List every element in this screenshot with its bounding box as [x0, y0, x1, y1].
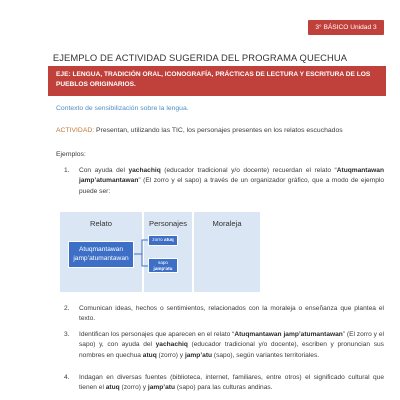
item-text [79, 330, 384, 361]
activity-label: ACTIVIDAD: [56, 127, 95, 134]
text-run: Identifican los personajes que aparecen en el relato “ [79, 331, 235, 338]
term-atuq: atuq [142, 351, 157, 359]
text-run: (sapo) para las culturas andinas. [175, 384, 273, 392]
graphic-organizer [60, 212, 260, 292]
examples-label: Ejemplos: [56, 151, 86, 158]
unit-badge: 3° BÁSICO Unidad 3 [308, 20, 384, 35]
activity-line [56, 127, 343, 134]
character-card-sapo [148, 258, 178, 273]
text-run: ” (El zorro y el sapo) a través de un organizador gráfico, que a modo de ejemplo puede ser: [79, 177, 384, 195]
column-header: Personajes [149, 219, 187, 228]
character-card-zorro [148, 235, 178, 246]
term-jampatu: jamp’atu [184, 351, 213, 359]
story-card: Atuqmantawan jamp’atumantawan [68, 241, 134, 268]
term-yachachiq: yachachiq [128, 167, 161, 174]
eje-banner [48, 66, 386, 96]
story-title: Atuqmantawan jamp’atumantawan [234, 331, 343, 338]
activity-text: Presentan, utilizando las TIC, los personajes presentes en los relatos escuchados [94, 127, 343, 134]
item-number: 1. [64, 167, 70, 174]
text-run: (zorro) y [156, 351, 185, 359]
item-number: 2. [64, 305, 70, 312]
card-text: sapo [158, 260, 168, 265]
text-run: (educador tradicional y/o docente) recuerdan el relato “ [160, 167, 337, 174]
item-number: 3. [64, 331, 70, 338]
card-term: atuq [164, 237, 174, 242]
column-header: Moraleja [212, 219, 242, 228]
story-title: Atuqmantawan jamp’atumantawan [79, 167, 384, 185]
page-title: EJEMPLO DE ACTIVIDAD SUGERIDA DEL PROGRAMA QUECHUA [52, 52, 348, 63]
text-run: (zorro) y [119, 384, 148, 392]
item-number: 4. [64, 374, 70, 381]
term-jampatu: jamp’atu [147, 384, 176, 392]
text-run: ” (El zorro y el sapo) y, con ayuda del [79, 331, 384, 349]
text-run: Con ayuda del [79, 167, 129, 174]
term-atuq: atuq [105, 384, 120, 392]
item-text [79, 373, 384, 394]
card-text: zorro [152, 237, 165, 242]
eje-text: EJE: LENGUA, TRADICIÓN ORAL, ICONOGRAFÍA, PRÁCTICAS DE LECTURA Y ESCRITURA DE LOS PUEBLOS ORIGINARIOS. [56, 71, 371, 88]
context-heading: Contexto de sensibilización sobre la lengua. [56, 105, 189, 112]
card-term: jamp’atu [153, 266, 173, 271]
text-run: (educador tradicional y/o docente), escriben y pronuncian sus nombres en quechua [79, 341, 384, 359]
text-run: (sapo), según variantes territoriales. [212, 351, 320, 359]
text-run: Indagan en diversas fuentes (biblioteca, internet, familiares, entre otros) el significado cultural que tienen el [79, 374, 384, 392]
column-header: Relato [90, 219, 112, 228]
item-text: Comunican ideas, hechos o sentimientos, relacionados con la moraleja o enseñanza que plantea el texto. [79, 305, 384, 323]
term-yachachiq: yachachiq [155, 341, 188, 349]
item-text [79, 166, 384, 197]
